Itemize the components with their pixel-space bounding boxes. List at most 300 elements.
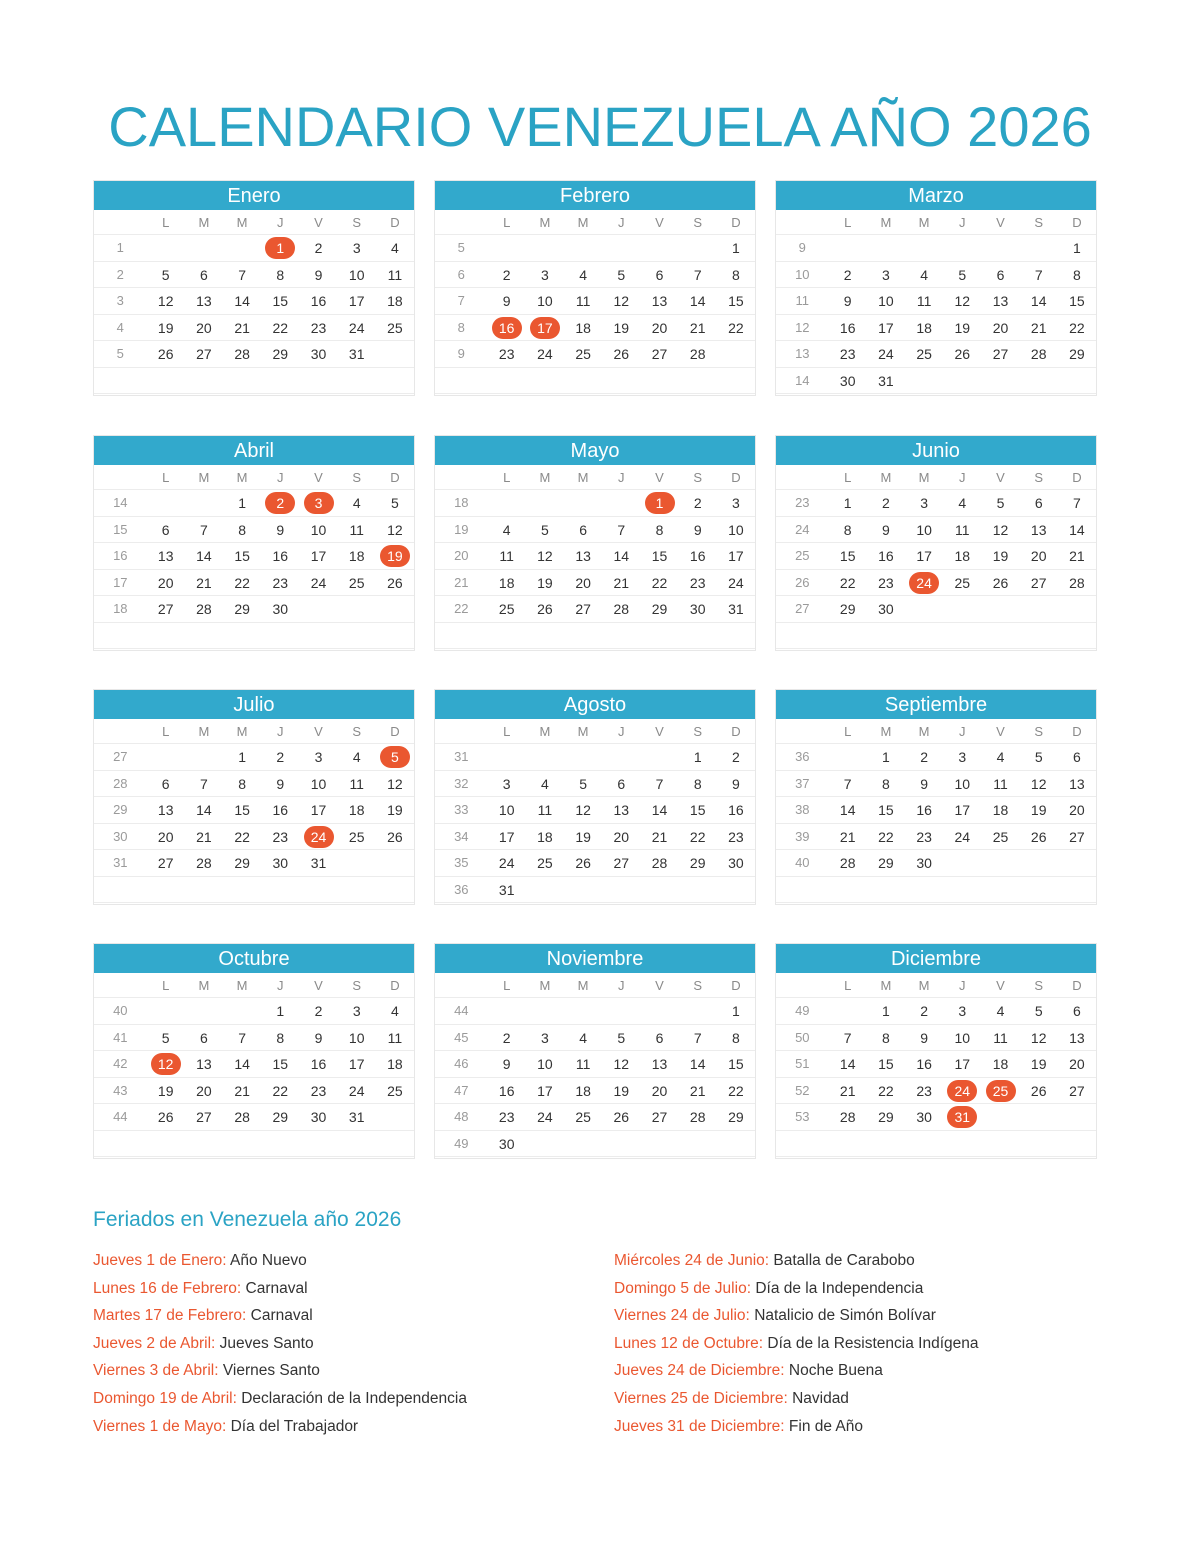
- week-number: 36: [795, 749, 810, 764]
- day: 8: [732, 266, 740, 283]
- day: 20: [651, 319, 668, 336]
- week-row: [94, 596, 414, 623]
- weekday-label: J: [959, 470, 966, 485]
- week-number: 31: [454, 749, 469, 764]
- weekday-label: L: [162, 470, 170, 485]
- holiday-name: Declaración de la Independencia: [241, 1389, 467, 1407]
- day: [1020, 623, 1058, 649]
- day: 27: [157, 855, 174, 871]
- day: 19: [954, 319, 971, 336]
- day: [488, 623, 526, 649]
- week-number: 16: [113, 548, 128, 563]
- holiday-item: [93, 1330, 467, 1358]
- day: 11: [575, 1056, 591, 1072]
- day: 24: [498, 855, 515, 871]
- day: 11: [349, 521, 364, 538]
- day: 3: [502, 775, 511, 792]
- day: 13: [157, 802, 174, 818]
- day: 24: [537, 1109, 553, 1125]
- day: [185, 490, 223, 516]
- day: 12: [1030, 1029, 1047, 1046]
- day: 30: [916, 855, 932, 871]
- day: 28: [651, 855, 668, 871]
- day: [564, 623, 602, 649]
- day: 15: [728, 293, 744, 309]
- weekday-label: S: [352, 470, 362, 485]
- month-name: Mayo: [435, 436, 755, 465]
- weekday-label: L: [162, 978, 170, 993]
- day: 26: [613, 1109, 630, 1125]
- weekday-header-row: [94, 719, 414, 744]
- day: 11: [349, 775, 364, 792]
- day: [147, 744, 185, 770]
- weekday-label: M: [577, 978, 589, 993]
- month-name: Diciembre: [776, 944, 1096, 973]
- day: [1020, 877, 1058, 903]
- day: 18: [992, 1056, 1009, 1072]
- day: 3: [920, 495, 928, 511]
- day: 8: [843, 521, 852, 538]
- week-number-header: [94, 973, 147, 997]
- day: 10: [954, 1029, 971, 1046]
- day: 4: [579, 266, 587, 283]
- weekday-label: J: [277, 470, 284, 485]
- week-number: 14: [113, 495, 128, 510]
- day: 10: [348, 1029, 365, 1046]
- day: 20: [613, 828, 630, 845]
- day: 21: [1069, 548, 1085, 564]
- holiday-day: [640, 490, 678, 516]
- day: [564, 368, 602, 394]
- day: 1: [732, 1003, 740, 1019]
- day: 7: [693, 1029, 702, 1046]
- month-name: Octubre: [94, 944, 414, 973]
- day: [185, 368, 223, 394]
- week-row: [94, 315, 414, 342]
- week-number: 32: [454, 775, 469, 791]
- day: [526, 744, 564, 770]
- weekday-label: D: [731, 215, 741, 230]
- day: 9: [882, 521, 890, 538]
- week-row: [94, 797, 414, 824]
- holiday-name: Jueves Santo: [219, 1334, 314, 1352]
- day: 25: [575, 1109, 591, 1125]
- day: 24: [954, 828, 971, 845]
- week-number: 27: [795, 601, 810, 616]
- day: [679, 877, 717, 903]
- day: [338, 850, 376, 876]
- day: 7: [1073, 495, 1081, 511]
- week-number: [435, 368, 488, 394]
- week-number: 47: [454, 1082, 469, 1098]
- day: 9: [920, 775, 928, 792]
- holiday-date: Jueves 31 de Diciembre:: [614, 1417, 785, 1435]
- week-number: 23: [795, 495, 810, 510]
- weekday-label: M: [198, 978, 210, 993]
- day: 24: [310, 574, 327, 591]
- day: 3: [352, 240, 361, 256]
- day: 17: [954, 802, 971, 818]
- week-row: [94, 1104, 414, 1131]
- day: 16: [878, 548, 894, 564]
- weekday-label: M: [236, 978, 248, 993]
- day: 10: [498, 802, 515, 818]
- day: 8: [693, 775, 702, 792]
- day: 14: [1030, 293, 1047, 309]
- weekday-label: M: [880, 978, 892, 993]
- weekday-label: V: [314, 724, 323, 739]
- day: 29: [1069, 346, 1085, 362]
- day: 27: [651, 346, 668, 362]
- page-title: CALENDARIO VENEZUELA AÑO 2026: [108, 95, 1092, 158]
- week-number: 44: [454, 1003, 469, 1018]
- weekday-label: D: [1072, 978, 1082, 993]
- weekday-label: D: [1072, 215, 1082, 230]
- day: 19: [613, 319, 630, 336]
- week-row: [435, 998, 755, 1025]
- weekday-label: M: [880, 724, 892, 739]
- holiday-name: Día de la Independencia: [755, 1279, 924, 1297]
- day: 5: [617, 266, 626, 283]
- day: [981, 623, 1019, 649]
- weekday-label: M: [198, 724, 210, 739]
- day: [223, 235, 261, 261]
- day: 28: [839, 855, 856, 871]
- day: [640, 1131, 678, 1157]
- week-number: 5: [457, 240, 465, 255]
- weekday-label: L: [844, 470, 852, 485]
- day: [488, 490, 526, 516]
- day: 20: [1069, 1056, 1085, 1072]
- holiday-name: Viernes Santo: [222, 1362, 320, 1380]
- day: 18: [954, 548, 971, 564]
- day: 3: [958, 749, 967, 765]
- day: [640, 368, 678, 394]
- day: [1058, 1131, 1096, 1157]
- week-row: [435, 490, 755, 517]
- day: 14: [196, 548, 212, 564]
- day: [526, 998, 564, 1024]
- weekday-label: S: [1034, 724, 1044, 739]
- day: 1: [843, 495, 852, 511]
- week-number: 6: [457, 266, 465, 282]
- holidays-right-column: [614, 1247, 979, 1440]
- month-octubre: [93, 943, 415, 1159]
- day: 1: [882, 1003, 890, 1019]
- holiday-name: Año Nuevo: [230, 1252, 307, 1269]
- day: 23: [498, 1109, 515, 1125]
- day: 23: [878, 574, 894, 591]
- day: [602, 235, 640, 261]
- day: 28: [234, 1109, 250, 1125]
- day: 31: [348, 1109, 365, 1125]
- day: 13: [196, 1056, 212, 1072]
- weekday-label: L: [503, 215, 511, 230]
- week-number-header: [776, 210, 829, 234]
- day: 20: [157, 828, 174, 845]
- week-row: [94, 877, 414, 904]
- day: [185, 1131, 223, 1157]
- day: 17: [310, 548, 327, 564]
- day: 13: [1030, 521, 1047, 538]
- day: 4: [920, 266, 928, 283]
- day: [1058, 850, 1096, 876]
- month-name: Julio: [94, 690, 414, 719]
- week-number: 52: [795, 1082, 810, 1098]
- weekday-label: M: [198, 215, 210, 230]
- day: 21: [689, 1082, 706, 1099]
- day: [1020, 1131, 1058, 1157]
- day: [376, 341, 414, 367]
- weekday-label: L: [503, 724, 511, 739]
- day: 8: [276, 1029, 285, 1046]
- day: 26: [1030, 1082, 1047, 1099]
- day: [526, 235, 564, 261]
- day: 23: [689, 574, 706, 591]
- day: 4: [958, 495, 967, 511]
- week-number: 20: [454, 548, 469, 563]
- day: [185, 998, 223, 1024]
- day: 10: [954, 775, 971, 792]
- week-number: 51: [795, 1056, 810, 1071]
- day: 14: [1069, 521, 1085, 538]
- day: [829, 998, 867, 1024]
- day: 24: [348, 319, 365, 336]
- day: 2: [732, 749, 740, 765]
- day: [299, 1131, 337, 1157]
- day: [185, 877, 223, 903]
- day: [679, 235, 717, 261]
- day: [1058, 623, 1096, 649]
- day: 3: [352, 1003, 361, 1019]
- holiday-marker: 16: [492, 317, 522, 339]
- day: 10: [537, 293, 553, 309]
- day: 23: [916, 828, 932, 845]
- week-row: [94, 1131, 414, 1158]
- day: 28: [613, 601, 630, 617]
- day: 18: [387, 293, 403, 309]
- day: 21: [196, 828, 212, 845]
- day: 16: [916, 802, 932, 818]
- holiday-item: [93, 1357, 467, 1385]
- day: 3: [958, 1003, 967, 1019]
- day: 24: [537, 346, 553, 362]
- week-row: [94, 1078, 414, 1105]
- day: 10: [310, 775, 327, 792]
- month-abril: [93, 435, 415, 651]
- week-row: [776, 623, 1096, 650]
- day: 6: [200, 1029, 208, 1046]
- month-junio: [775, 435, 1097, 651]
- week-row: [435, 877, 755, 904]
- day: 12: [537, 548, 553, 564]
- day: [829, 877, 867, 903]
- day: 25: [575, 346, 591, 362]
- day: 11: [916, 293, 932, 309]
- day: 14: [234, 1056, 250, 1072]
- day: [488, 368, 526, 394]
- day: 29: [272, 1109, 289, 1125]
- weekday-label: M: [918, 215, 930, 230]
- weekday-label: V: [996, 215, 1005, 230]
- week-row: [94, 262, 414, 289]
- day: 6: [655, 266, 664, 283]
- day: 22: [878, 1082, 894, 1099]
- day: [1020, 596, 1058, 622]
- day: 25: [916, 346, 932, 362]
- week-number-header: [94, 210, 147, 234]
- day: [905, 235, 943, 261]
- day: 12: [613, 1056, 630, 1072]
- week-row: [776, 1025, 1096, 1052]
- day: 2: [502, 1029, 511, 1046]
- day: 1: [732, 240, 740, 256]
- day: [981, 1131, 1019, 1157]
- holiday-date: Jueves 2 de Abril:: [93, 1334, 216, 1352]
- day: 30: [310, 1109, 327, 1125]
- day: 28: [839, 1109, 856, 1125]
- day: 31: [348, 346, 365, 362]
- weekday-label: S: [352, 978, 362, 993]
- day: [679, 1131, 717, 1157]
- day: 7: [238, 1029, 246, 1046]
- week-number: 4: [116, 319, 124, 335]
- week-row: [776, 315, 1096, 342]
- week-number-header: [435, 210, 488, 234]
- day: 23: [272, 574, 289, 591]
- day: 21: [196, 574, 212, 591]
- day: [564, 998, 602, 1024]
- day: 22: [878, 828, 894, 845]
- weekday-header-row: [435, 465, 755, 490]
- holidays-left-column: [93, 1247, 467, 1440]
- day: [564, 877, 602, 903]
- day: 13: [613, 802, 630, 818]
- week-number: 12: [795, 319, 810, 335]
- week-row: [435, 1078, 755, 1105]
- day: 5: [391, 495, 399, 511]
- day: 5: [1034, 1003, 1043, 1019]
- day: 21: [839, 828, 856, 845]
- week-number: [776, 623, 829, 649]
- holiday-item: [614, 1330, 979, 1358]
- weekday-label: L: [844, 215, 852, 230]
- weekday-label: V: [314, 215, 323, 230]
- weekday-label: M: [539, 978, 551, 993]
- day: [943, 1131, 981, 1157]
- day: 2: [502, 266, 511, 283]
- day: 4: [391, 1003, 399, 1019]
- day: 30: [878, 601, 894, 617]
- day: 13: [1069, 775, 1085, 792]
- day: 30: [310, 346, 327, 362]
- holiday-name: Carnaval: [250, 1307, 313, 1325]
- day: [338, 877, 376, 903]
- weekday-label: S: [693, 978, 703, 993]
- day: [717, 341, 755, 367]
- week-row: [94, 368, 414, 395]
- day: 28: [689, 346, 706, 362]
- day: 20: [196, 319, 212, 336]
- week-row: [94, 341, 414, 368]
- week-number: [776, 877, 829, 903]
- day: [679, 623, 717, 649]
- day: 2: [314, 240, 323, 256]
- week-row: [94, 623, 414, 650]
- week-row: [435, 517, 755, 544]
- day: 23: [916, 1082, 932, 1099]
- day: 14: [689, 1056, 706, 1072]
- week-row: [776, 235, 1096, 262]
- day: [526, 623, 564, 649]
- weekday-label: L: [844, 978, 852, 993]
- day: [679, 998, 717, 1024]
- weekday-label: M: [198, 470, 210, 485]
- day: 15: [839, 548, 856, 564]
- week-row: [435, 850, 755, 877]
- day: 15: [651, 548, 668, 564]
- holiday-day: [488, 315, 526, 341]
- holiday-item: [614, 1357, 979, 1385]
- week-row: [776, 1104, 1096, 1131]
- day: [943, 877, 981, 903]
- day: 9: [314, 266, 323, 283]
- day: 15: [234, 802, 250, 818]
- week-number: 22: [454, 601, 469, 616]
- day: 22: [272, 319, 289, 336]
- day: 20: [196, 1082, 212, 1099]
- day: 22: [839, 574, 856, 591]
- day: 11: [993, 1029, 1008, 1046]
- holiday-date: Lunes 16 de Febrero:: [93, 1279, 242, 1297]
- week-number-header: [435, 719, 488, 743]
- weekday-label: M: [539, 215, 551, 230]
- holiday-item: [93, 1247, 467, 1275]
- weekday-label: J: [277, 978, 284, 993]
- week-row: [776, 877, 1096, 904]
- day: 10: [878, 293, 894, 309]
- day: [943, 850, 981, 876]
- day: [564, 1131, 602, 1157]
- day: 6: [579, 521, 587, 538]
- day: [943, 235, 981, 261]
- week-number: 10: [795, 266, 810, 282]
- week-row: [776, 596, 1096, 623]
- week-number: 26: [795, 574, 810, 590]
- day: [829, 1131, 867, 1157]
- day: 4: [579, 1029, 587, 1046]
- day: 13: [651, 1056, 668, 1072]
- weekday-header-row: [435, 210, 755, 235]
- day: 1: [238, 495, 246, 511]
- day: 11: [955, 521, 970, 538]
- day: [1058, 368, 1096, 394]
- weekday-label: L: [162, 215, 170, 230]
- weekday-label: M: [577, 724, 589, 739]
- month-febrero: [434, 180, 756, 396]
- day: 8: [238, 521, 246, 538]
- day: 27: [613, 855, 630, 871]
- week-row: [94, 288, 414, 315]
- weekday-label: J: [959, 215, 966, 230]
- day: 5: [161, 1029, 170, 1046]
- day: 26: [613, 346, 630, 362]
- day: 27: [651, 1109, 668, 1125]
- day: 18: [537, 828, 553, 845]
- day: [376, 850, 414, 876]
- day: 28: [1030, 346, 1047, 362]
- week-number: [94, 1131, 147, 1157]
